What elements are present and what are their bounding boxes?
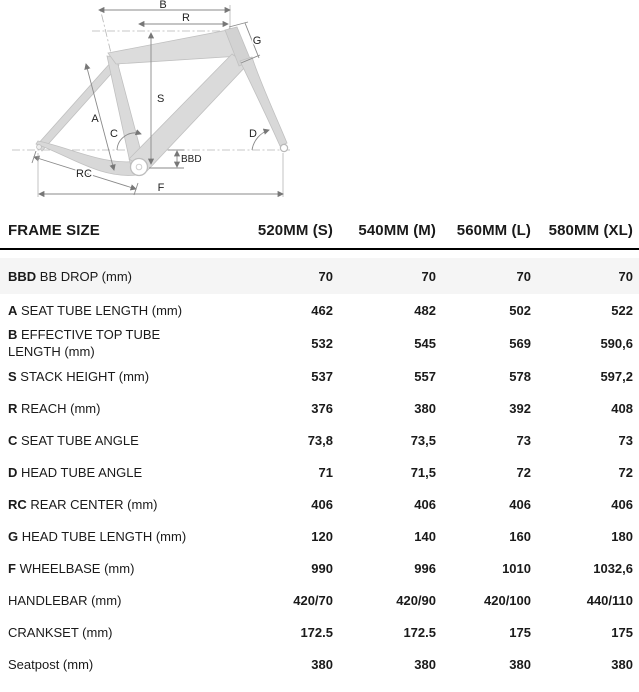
column-header-520: 520MM (S) [257,221,333,239]
dim-label-f: F [157,182,165,194]
row-value-580: 72 [618,464,633,480]
row-label [8,592,243,609]
row-value-580: 180 [611,528,633,544]
table-row [0,456,639,488]
row-label-text: REACH (mm) [17,400,101,416]
table-row [0,584,639,616]
table-row [0,424,639,456]
row-label [8,368,243,385]
row-value-520: 537 [311,368,333,384]
column-header-560: 560MM (L) [456,221,531,239]
row-value-520: 120 [311,528,333,544]
row-value-520: 462 [311,302,333,318]
row-value-560: 502 [509,302,531,318]
row-value-520: 172.5 [300,624,333,640]
front-dropout [280,144,287,151]
row-label [8,326,243,360]
row-label [8,496,243,513]
frame-geometry-svg [0,0,360,212]
row-value-520: 380 [311,656,333,672]
row-value-560: 380 [509,656,531,672]
table-row [0,392,639,424]
table-body [0,250,639,680]
row-label [8,656,243,673]
row-label-text: EFFECTIVE TOP TUBE LENGTH (mm) [8,327,161,359]
row-value-540: 420/90 [396,592,436,608]
table-row [0,360,639,392]
row-label-text: STACK HEIGHT (mm) [16,368,150,384]
table-row [0,552,639,584]
row-value-580: 408 [611,400,633,416]
row-value-580: 406 [611,496,633,512]
row-value-540: 545 [414,335,436,351]
table-title: FRAME SIZE [8,221,100,239]
table-row [0,520,639,552]
row-value-580: 597,2 [600,368,633,384]
row-value-540: 71,5 [410,464,436,480]
rear-dropout [37,145,42,150]
dim-label-d: D [249,128,257,140]
row-label-prefix: C [8,432,18,448]
row-value-520: 376 [311,400,333,416]
row-value-580: 440/110 [586,592,633,608]
row-value-540: 140 [414,528,436,544]
table-header [0,212,639,250]
row-label-text: HANDLEBAR (mm) [8,592,122,608]
row-label [8,560,243,577]
row-label-prefix: R [8,400,18,416]
row-value-520: 73,8 [307,432,333,448]
row-value-560: 392 [509,400,531,416]
row-value-520: 532 [311,335,333,351]
row-value-560: 406 [509,496,531,512]
dim-label-r: R [182,12,190,24]
row-label-text: REAR CENTER (mm) [26,496,158,512]
row-value-540: 380 [414,400,436,416]
row-value-580: 73 [618,432,633,448]
row-label-prefix: B [8,327,18,342]
row-value-560: 569 [509,335,531,351]
table-row [0,326,639,360]
row-value-540: 172.5 [403,624,436,640]
table-row [0,258,639,294]
row-value-540: 73,5 [410,432,436,448]
row-label-text: CRANKSET (mm) [8,624,113,640]
dim-label-s: S [157,93,165,105]
row-label-prefix: S [8,368,17,384]
row-label-prefix: RC [8,496,27,512]
dim-label-c: C [110,128,118,140]
row-label [8,302,243,319]
row-label-text: SEAT TUBE ANGLE [17,432,139,448]
row-value-520: 70 [318,268,333,284]
row-label [8,624,243,641]
row-value-560: 1010 [502,560,531,576]
column-header-580: 580MM (XL) [548,221,633,239]
row-label-prefix: BBD [8,268,37,284]
row-value-560: 175 [509,624,531,640]
row-value-560: 160 [509,528,531,544]
row-value-540: 380 [414,656,436,672]
row-value-540: 557 [414,368,436,384]
dim-label-bbd: BBD [181,154,202,165]
row-value-580: 590,6 [600,335,633,351]
geometry-table [0,212,639,680]
row-value-540: 70 [421,268,436,284]
row-label-prefix: D [8,464,18,480]
table-row [0,294,639,326]
row-value-580: 1032,6 [593,560,633,576]
row-label-text: Seatpost (mm) [8,656,94,672]
row-label [8,528,243,545]
row-value-520: 406 [311,496,333,512]
row-label-text: HEAD TUBE ANGLE [17,464,143,480]
row-label [8,432,243,449]
row-value-580: 175 [611,624,633,640]
dim-label-rc: RC [76,168,92,180]
row-value-520: 71 [318,464,333,480]
row-label-prefix: A [8,302,18,318]
row-label [8,268,243,285]
row-value-560: 72 [516,464,531,480]
row-value-560: 420/100 [484,592,531,608]
column-header-540: 540MM (M) [358,221,436,239]
row-label-text: HEAD TUBE LENGTH (mm) [18,528,187,544]
row-label-prefix: F [8,560,16,576]
row-label-text: WHEELBASE (mm) [15,560,135,576]
row-label-prefix: G [8,528,19,544]
row-label-text: SEAT TUBE LENGTH (mm) [17,302,183,318]
row-value-580: 380 [611,656,633,672]
dim-label-b: B [159,0,167,11]
row-value-540: 406 [414,496,436,512]
row-value-580: 522 [611,302,633,318]
table-row [0,616,639,648]
row-value-560: 578 [509,368,531,384]
table-row [0,488,639,520]
dim-label-a: A [91,113,99,125]
dim-label-g: G [252,35,262,47]
row-value-540: 996 [414,560,436,576]
row-value-560: 73 [516,432,531,448]
row-value-520: 420/70 [293,592,333,608]
row-value-580: 70 [618,268,633,284]
row-value-560: 70 [516,268,531,284]
table-row [0,648,639,680]
row-label [8,464,243,481]
row-label [8,400,243,417]
row-label-text: BB DROP (mm) [36,268,132,284]
row-value-520: 990 [311,560,333,576]
frame-geometry-diagram [0,0,639,212]
row-value-540: 482 [414,302,436,318]
